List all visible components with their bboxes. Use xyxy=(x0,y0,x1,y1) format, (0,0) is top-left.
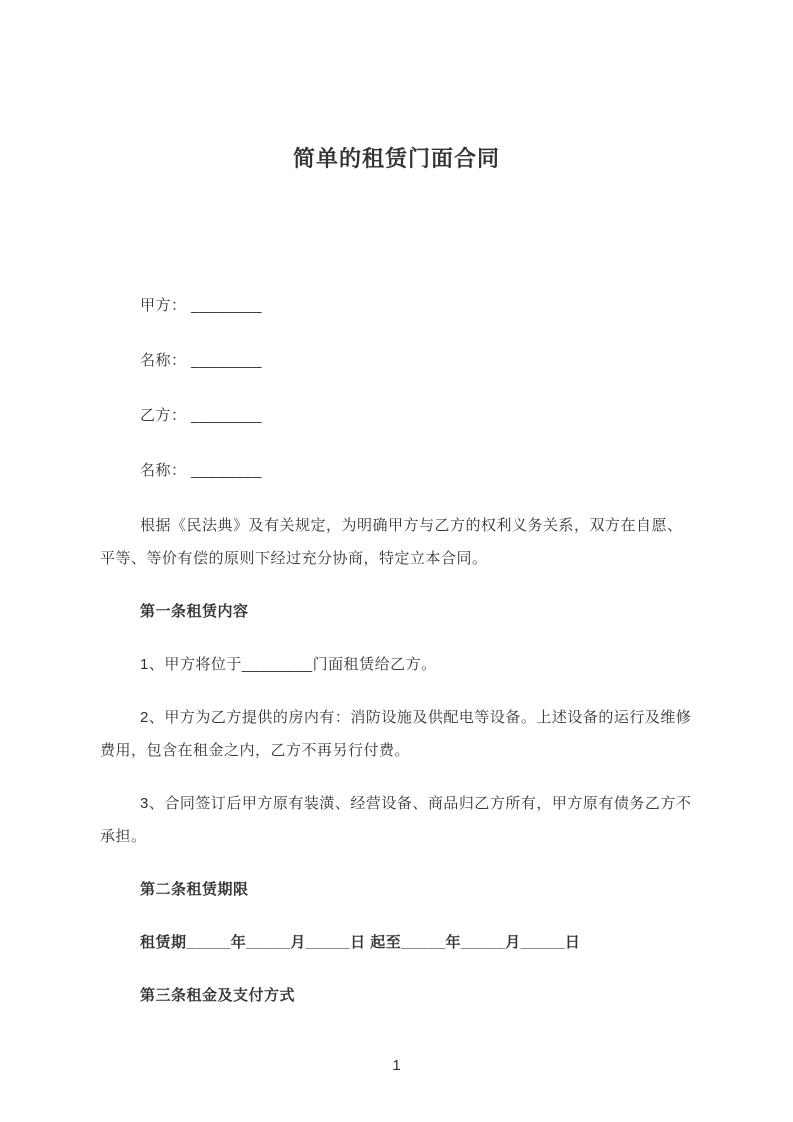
clause-1-1: 1、甲方将位于________门面租赁给乙方。 xyxy=(140,656,437,673)
document-title: 简单的租赁门面合同 xyxy=(292,146,500,171)
section-1-heading: 第一条租赁内容 xyxy=(140,603,249,620)
party-b-name-line: 名称： ________ xyxy=(140,462,262,479)
party-a-line: 甲方： ________ xyxy=(140,297,262,314)
section-3-heading: 第三条租金及支付方式 xyxy=(140,987,296,1004)
party-a-name-line: 名称： ________ xyxy=(140,352,262,369)
page-number: 1 xyxy=(392,1057,401,1074)
clause-1-3: 3、合同签订后甲方原有装潢、经营设备、商品归乙方所有，甲方原有债务乙方不承担。 xyxy=(100,795,692,845)
section-2-heading: 第二条租赁期限 xyxy=(140,881,249,898)
clause-1-2: 2、甲方为乙方提供的房内有：消防设施及供配电等设备。上述设备的运行及维修费用，包含在租金之内，乙方不再另行付费。 xyxy=(100,709,692,759)
party-b-line: 乙方： ________ xyxy=(140,407,262,424)
lease-term-line: 租赁期_____年_____月_____日 起至_____年_____月_____日 xyxy=(140,934,581,951)
intro-paragraph: 根据《民法典》及有关规定，为明确甲方与乙方的权利义务关系，双方在自愿、平等、等价有偿的原则下经过充分协商，特定立本合同。 xyxy=(100,517,683,567)
